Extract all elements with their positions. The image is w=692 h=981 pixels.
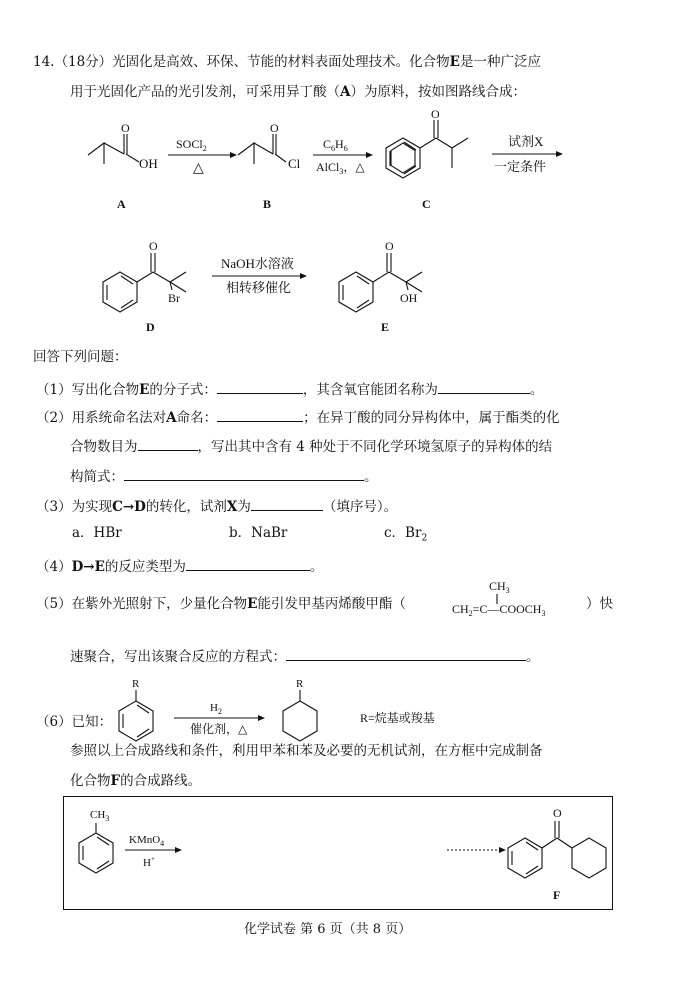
question-2-line-3 [70,468,378,485]
q2-text-f: 构简式： [70,469,124,485]
question-5-line-1 [36,598,406,612]
naoh-label: NaOH水溶液 [221,256,294,271]
arrow-friedel-crafts [313,137,373,176]
q4-answer-blank[interactable] [186,558,310,571]
label-e: E [381,320,390,334]
toluene [79,809,113,873]
c6h6-sub2: 6 [343,144,348,153]
mma-chain-sub: 3 [541,609,546,618]
q3-option-c-sub: 2 [421,533,428,544]
svg-text:H2 [210,702,222,716]
page-footer: 化学试卷 第 6 页（共 8 页） [244,922,412,937]
intro-text-2: 是一种广泛应 [459,54,541,70]
question-2-line-1 [36,409,560,426]
compound-e: E [449,54,460,70]
intro-text: 光固化是高效、环保、节能的材料表面处理技术。化合物 [112,54,450,70]
label-b: B [263,197,272,211]
c6h6-sub1: 6 [331,144,336,153]
question-score: （18分） [54,54,113,70]
q6-text-c: 化合物 [70,773,111,789]
structure-e [339,239,422,312]
q3-conversion: C→D [112,499,146,515]
condition-label: 一定条件 [494,159,547,174]
q2-text-c: ；在异丁酸的同分异构体中，属于酯类的化 [303,410,560,426]
ptc-label: 相转移催化 [226,280,292,295]
arrow-socl2 [168,137,237,176]
q3-text-d: （填序号）。 [322,499,398,515]
question-4 [36,558,323,575]
answer-box-content [63,796,611,908]
label-c: C [422,197,431,211]
socl2-label: SOCl [176,137,203,151]
dotted-arrow [447,847,506,853]
oxygen-label: O [553,806,562,820]
mma-ch2-sub: 2 [468,609,473,618]
hydroxyl-label: OH [139,156,158,171]
mma-ch3: CH [489,579,506,593]
hydroxyl-label: OH [400,291,418,305]
kmno4-sub: 4 [160,839,165,848]
q5-text-b: 能引发甲基丙烯酸甲酯（ [257,596,406,612]
synthesis-scheme-row-2 [0,228,692,338]
svg-text:C6H6 [323,137,348,153]
toluene-ch3-sub: 3 [105,814,110,823]
arrow-oxidation [125,834,182,869]
mma-ch3-sub: 3 [505,586,510,595]
oxygen-label: O [149,239,158,253]
structure-f [508,806,606,902]
q4-text-a: （4） [36,559,72,575]
q5-text-a: （5）在紫外光照射下，少量化合物 [36,596,248,612]
question-2-line-2 [70,438,552,455]
benzene-r [119,678,153,741]
hydrogenation-scheme [110,676,570,746]
h2-label: H [210,702,218,714]
compound-a: A [340,84,351,100]
question-14-line-2 [70,86,526,100]
q2-text-b: 命名： [176,410,218,426]
q1-answer-blank-2[interactable] [438,381,530,394]
question-6-line-2: 参照以上合成路线和条件，利用甲苯和苯及必要的无机试剂，在方框中完成制备 [70,743,543,759]
catalyst-label: 催化剂，△ [190,722,248,736]
structure-b [238,121,301,171]
q3-reagent-x: X [226,499,238,515]
q5-close-paren: ）快 [586,596,613,612]
c6h6-c: C [323,137,332,151]
q3-option-c [384,527,427,544]
q3-option-a: a．HBr [72,525,122,541]
intro-line2b: ）为原料，按如图路线合成： [350,84,526,100]
toluene-ch3: CH [90,809,106,821]
svg-text:H+ [143,855,155,869]
mma-ch2: CH [452,602,469,616]
q3-option-c-text: c．Br [384,525,422,541]
arrow-reagent-x [492,134,563,174]
q2-answer-blank-3[interactable] [124,468,364,481]
q1-compound-e: E [139,382,150,398]
q3-answer-blank[interactable] [251,498,323,511]
q6-compound-f: F [110,773,121,789]
c6h6-h: H [335,137,344,151]
chlorine-label: Cl [288,156,301,171]
svg-text:CH3 [489,579,510,595]
q4-text-b: 的反应类型为 [104,559,186,575]
q5-answer-blank[interactable] [286,648,526,661]
q2-text-e: ，写出其中含有 4 种处于不同化学环境氢原子的异构体的结 [197,439,553,455]
question-5-line-2 [70,648,540,665]
alcl3-tail: ，△ [343,160,365,174]
alcl3-sub: 3 [339,167,344,176]
r-group-label: R [296,678,304,690]
questions-header: 回答下列问题： [33,349,128,365]
structure-d [103,239,186,312]
alcl3-label: AlCl [316,160,340,174]
question-6-line-3 [70,775,201,789]
synthesis-scheme-row-1 [0,107,692,220]
socl2-sub: 2 [202,144,207,153]
q5-compound-e: E [247,596,258,612]
heat-symbol: △ [193,161,204,176]
q5-text-d: 速聚合，写出该聚合反应的方程式： [70,649,286,665]
oxygen-label: O [431,107,440,121]
label-f: F [553,888,561,902]
question-number: 14. [33,54,55,70]
reagent-x-label: 试剂X [508,134,544,149]
oxygen-label: O [270,121,279,135]
structure-c [386,107,468,178]
q3-text-c: 为 [237,499,251,515]
kmno4-label: KMnO [129,834,161,846]
q6-text-d: 的合成路线。 [120,773,202,789]
q4-conversion: D→E [71,559,105,575]
svg-text:AlCl3，△ [316,160,365,176]
label-a: A [117,197,126,211]
arrow-hydrolysis [212,256,307,295]
question-1 [36,381,543,398]
svg-text:CH2=C—COOCH3 [452,602,545,618]
q2-compound-a: A [166,410,177,426]
q5-text-e: 。 [526,649,540,665]
cyclohexane-r [283,678,317,741]
question-3 [36,498,397,515]
q2-text-d: 合物数目为 [70,439,138,455]
q6-known-label: （6）已知： [36,714,113,730]
intro-line2a: 用于光固化产品的光引发剂，可采用异丁酸（ [70,84,340,100]
r-definition-note: R=烷基或羧基 [360,711,435,725]
oxygen-label: O [385,239,394,253]
svg-text:CH3 [90,809,109,823]
bromine-label: Br [168,291,180,305]
q1-text-c: ，其含氧官能团名称为 [302,382,438,398]
acid-sup: + [150,855,155,863]
acid-label: H [143,857,151,869]
q1-text-d: 。 [529,382,544,398]
question-14-line-1 [33,56,541,70]
r-group-label: R [132,678,140,690]
arrow-hydrogenation [174,702,265,736]
q2-text-g: 。 [364,469,378,485]
svg-text:SOCl2 [176,137,207,153]
q1-text-b: 的分子式： [149,382,217,398]
q3-text-b: 的转化，试剂 [145,499,227,515]
mma-chain: =C—COOCH [472,602,542,616]
q2-answer-blank-1[interactable] [217,409,303,422]
q3-text-a: （3）为实现 [36,499,113,515]
label-d: D [146,320,155,334]
q2-answer-blank-2[interactable] [138,438,198,451]
structure-a [88,121,158,171]
svg-text:KMnO4 [129,834,164,848]
q3-option-b: b．NaBr [229,525,288,541]
oxygen-label: O [121,121,130,135]
h2-sub: 2 [217,707,222,716]
q2-text-a: （2）用系统命名法对 [36,410,167,426]
q1-text-a: （1）写出化合物 [36,382,140,398]
q1-answer-blank-1[interactable] [217,381,303,394]
q4-text-c: 。 [309,559,324,575]
